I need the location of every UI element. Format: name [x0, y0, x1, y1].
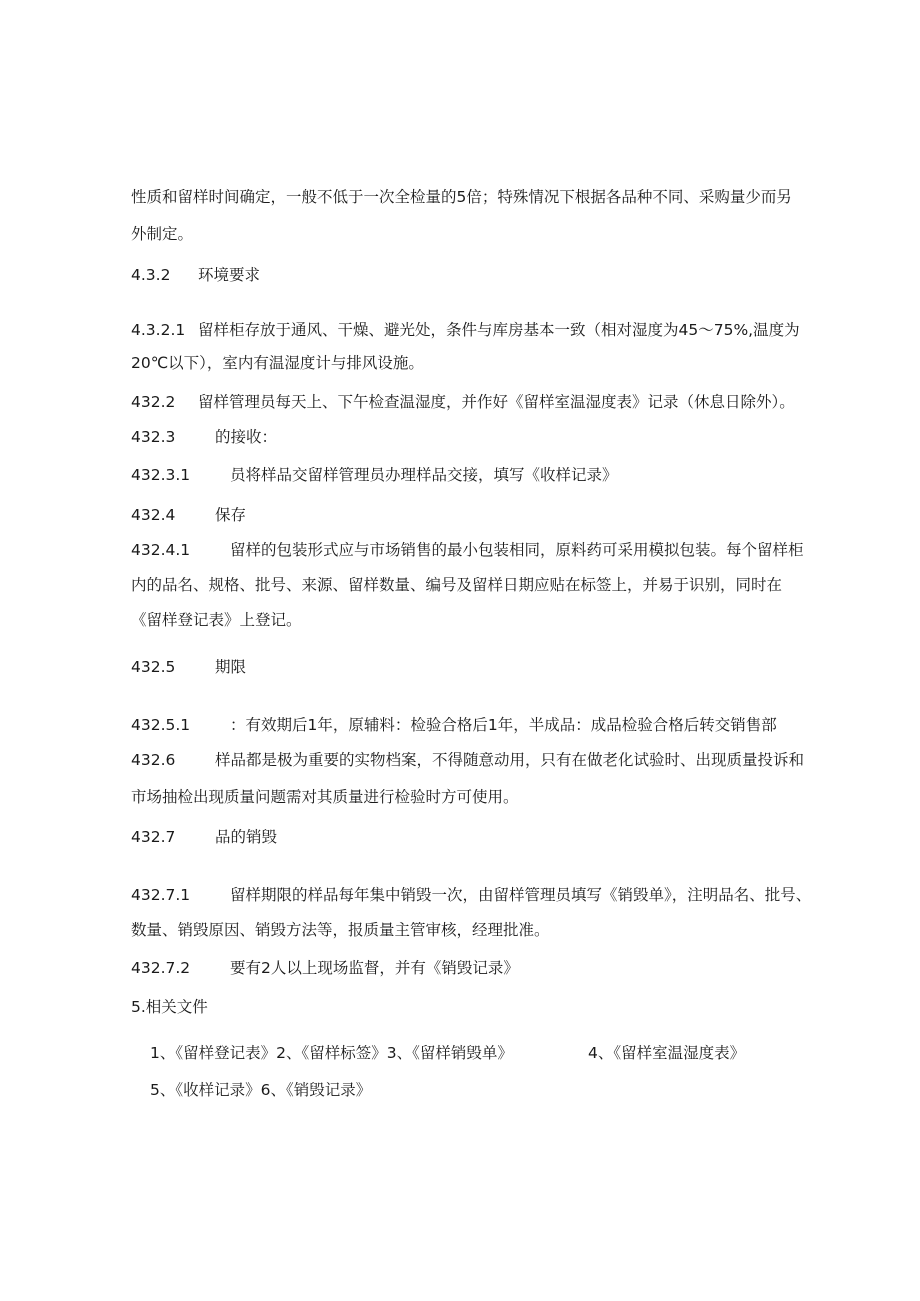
section-number: 432.3 [131, 428, 176, 446]
section-text: 要有2人以上现场监督，并有《销毁记录》 [230, 959, 519, 977]
related-files-row-1-tail: 4、《留样室温湿度表》 [588, 1044, 746, 1062]
section-text: 样品都是极为重要的实物档案，不得随意动用，只有在做老化试验时、出现质量投诉和 [215, 751, 805, 769]
section-number: 432.5 [131, 658, 176, 676]
related-files-row-2: 5、《收样记录》6、《销毁记录》 [150, 1081, 372, 1099]
section-heading: 品的销毁 [215, 828, 278, 846]
section-text: 留样期限的样品每年集中销毁一次，由留样管理员填写《销毁单》，注明品名、批号、 [230, 886, 812, 904]
section-number: 4.3.2 [131, 266, 171, 284]
section-number: 432.7.1 [131, 886, 191, 904]
section-number: 432.3.1 [131, 466, 191, 484]
section-number: 432.6 [131, 751, 176, 769]
intro-line-2: 外制定。 [131, 225, 194, 243]
section-number: 432.2 [131, 393, 176, 411]
related-files-row-1: 1、《留样登记表》2、《留样标签》3、《留样销毁单》 [150, 1044, 513, 1062]
related-files-heading: 5.相关文件 [131, 998, 208, 1016]
section-text-continued: 数量、销毁原因、销毁方法等，报质量主管审核，经理批准。 [131, 921, 550, 939]
section-text-continued: 20℃以下），室内有温湿度计与排风设施。 [131, 354, 424, 372]
intro-line-1: 性质和留样时间确定，一般不低于一次全检量的5倍；特殊情况下根据各品种不同、采购量少而另 [131, 188, 792, 206]
section-number: 432.7.2 [131, 959, 191, 977]
section-text: ：有效期后1年，原辅料：检验合格后1年，半成品：成品检验合格后转交销售部 [230, 716, 777, 734]
section-heading: 期限 [215, 658, 247, 676]
section-text-continued: 内的品名、规格、批号、来源、留样数量、编号及留样日期应贴在标签上，并易于识别，同时在 [131, 576, 783, 594]
section-number: 432.4.1 [131, 541, 191, 559]
section-text-continued: 市场抽检出现质量问题需对其质量进行检验时方可使用。 [131, 788, 519, 806]
section-number: 4.3.2.1 [131, 321, 186, 339]
section-text: 留样的包装形式应与市场销售的最小包装相同，原料药可采用模拟包装。每个留样柜 [230, 541, 804, 559]
section-heading: 保存 [215, 506, 247, 524]
section-heading: 的接收： [215, 428, 278, 446]
section-number: 432.7 [131, 828, 176, 846]
section-number: 432.5.1 [131, 716, 191, 734]
section-text-continued: 《留样登记表》上登记。 [131, 611, 302, 629]
section-text: 员将样品交留样管理员办理样品交接，填写《收样记录》 [230, 466, 618, 484]
section-text: 留样柜存放于通风、干燥、避光处，条件与库房基本一致（相对湿度为45～75%,温度为 [198, 321, 800, 339]
section-number: 432.4 [131, 506, 176, 524]
section-heading: 环境要求 [198, 266, 261, 284]
section-text: 留样管理员每天上、下午检查温湿度，并作好《留样室温湿度表》记录（休息日除外）。 [198, 393, 795, 411]
